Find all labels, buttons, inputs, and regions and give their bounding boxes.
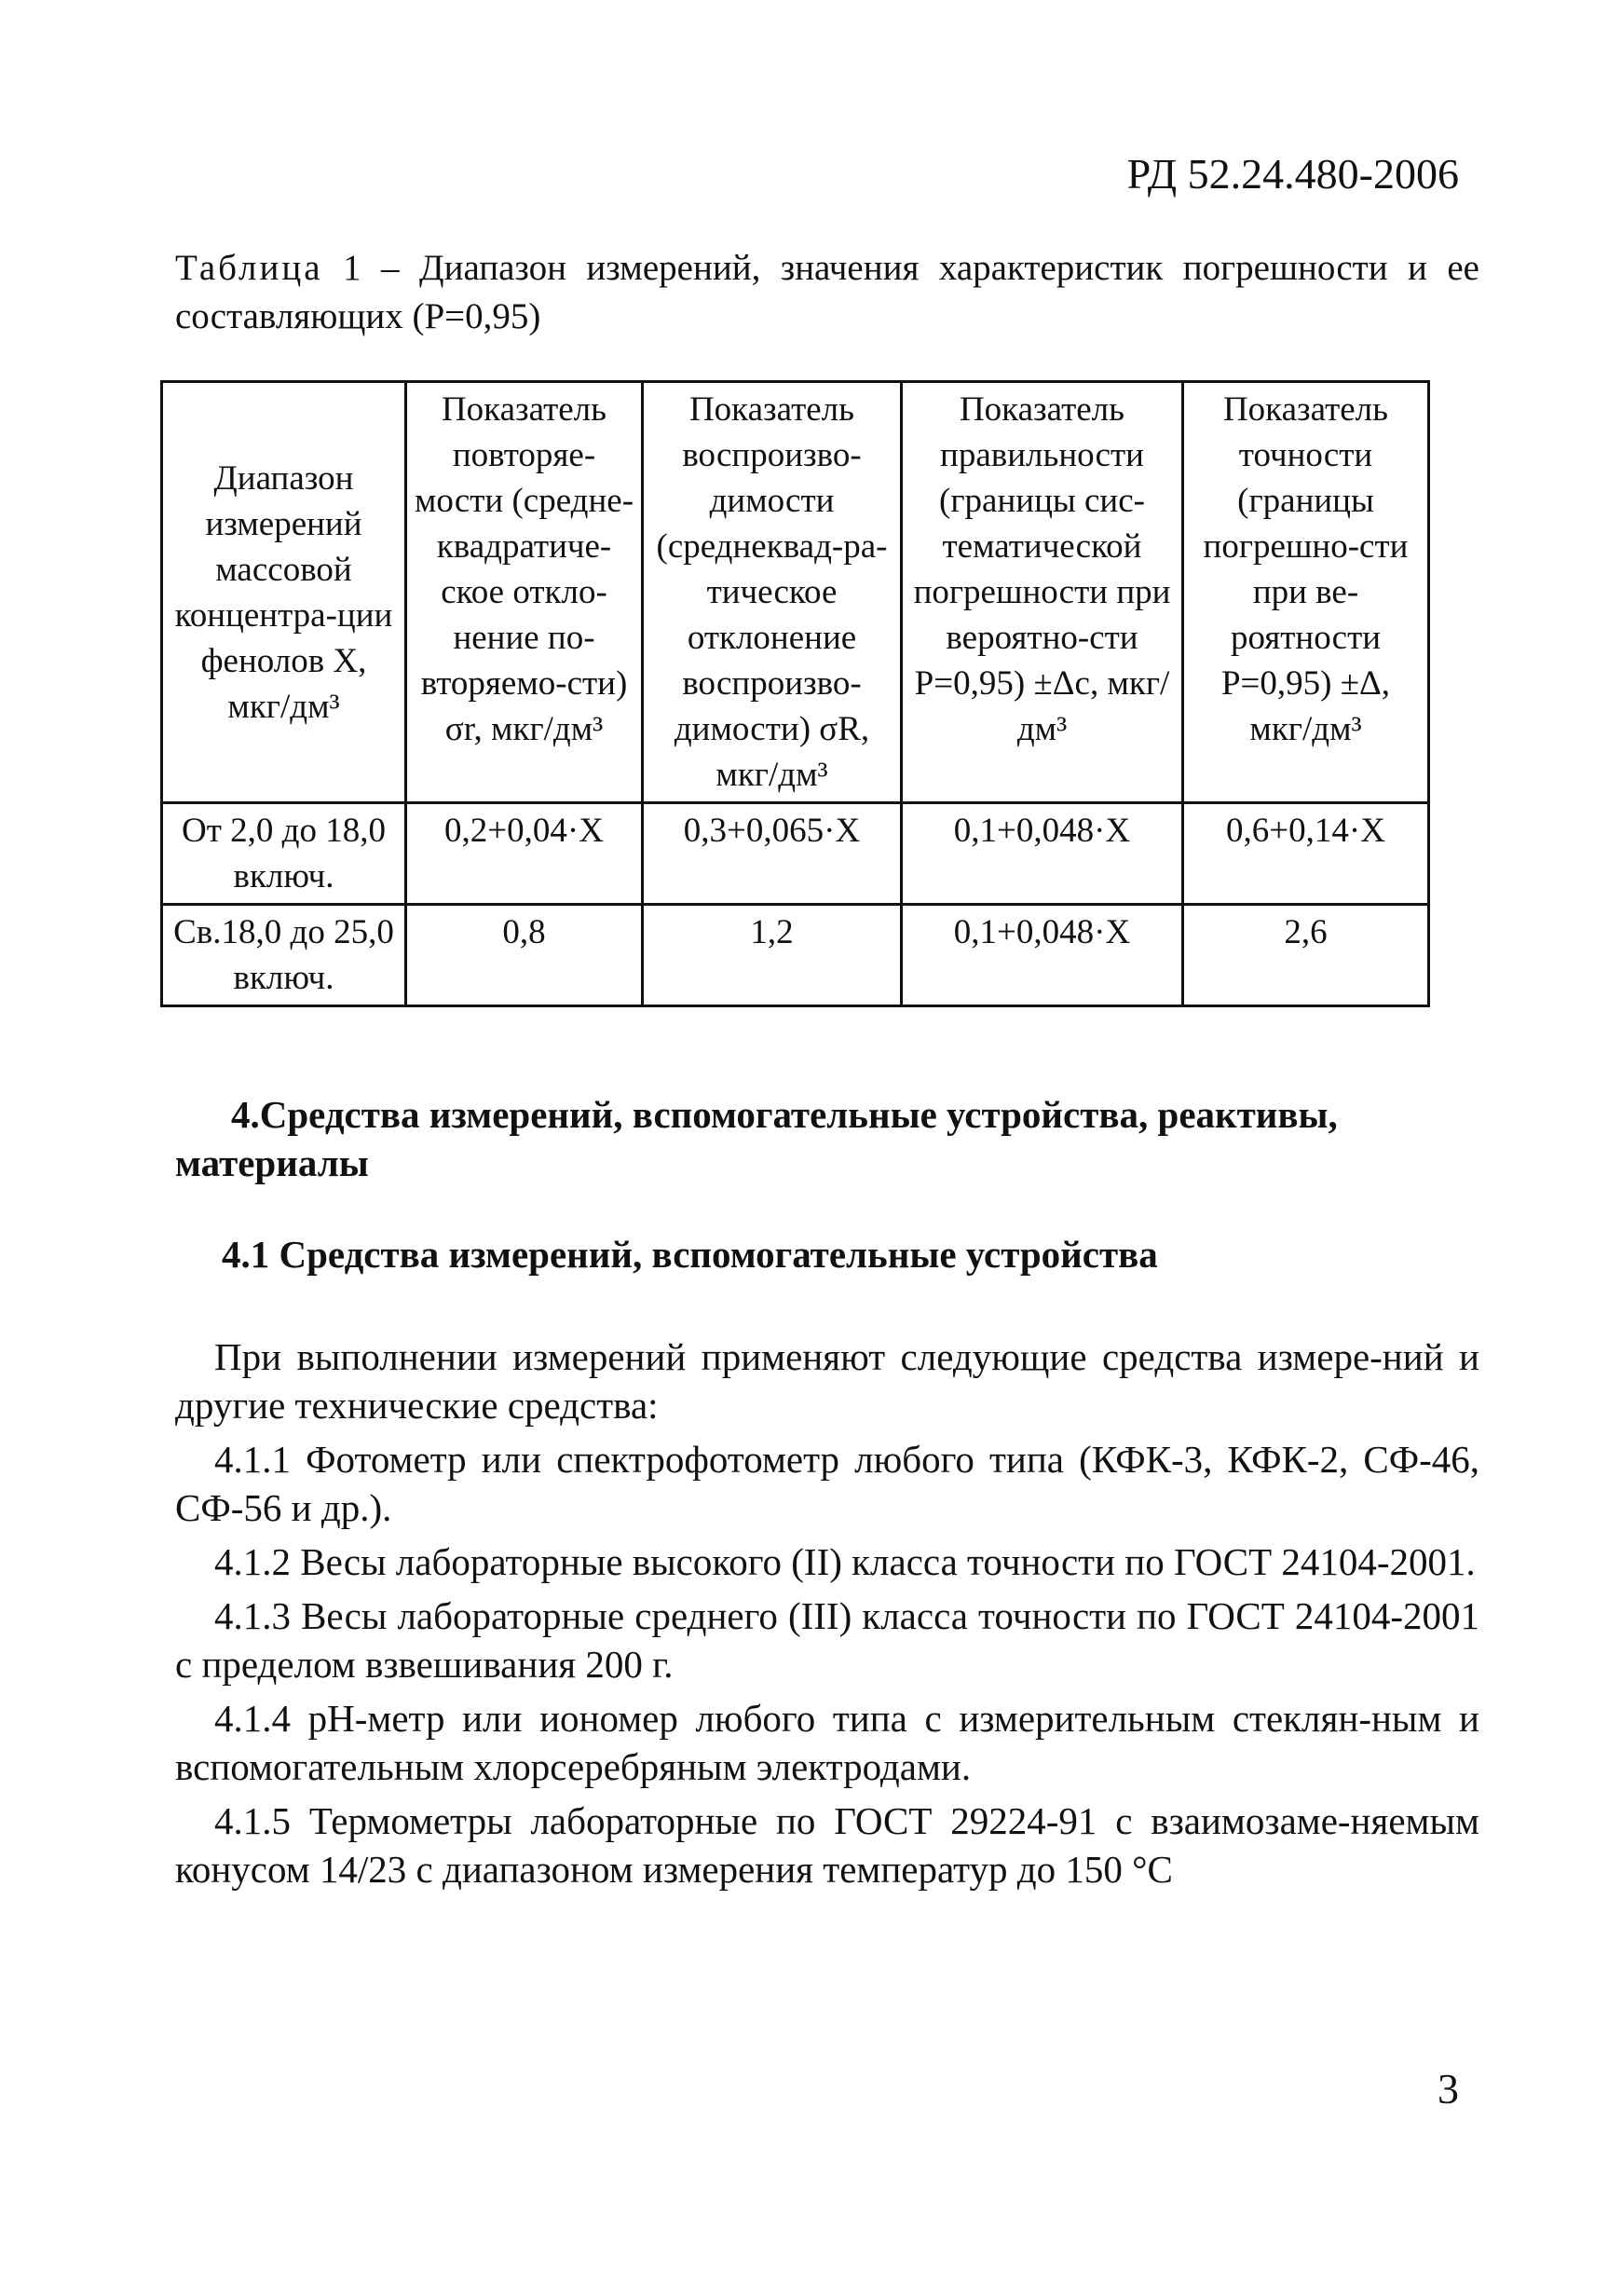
table-cell: 0,1+0,048·X	[902, 905, 1183, 1006]
paragraph: 4.1.4 pH-метр или иономер любого типа с измерительным стеклян-ным и вспомогательным хлорсеребряным электродами.	[175, 1697, 1479, 1788]
table-row	[162, 803, 1429, 905]
body-text	[175, 1332, 1479, 1899]
table-header-cell: Показатель точности (границы погрешно-сти при ве-роятности P=0,95) ±Δ, мкг/дм³	[1183, 382, 1429, 803]
paragraph: При выполнении измерений применяют следующие средства измере-ний и другие технические средства:	[175, 1335, 1479, 1427]
table-cell: 0,3+0,065·X	[643, 803, 902, 905]
paragraph: 4.1.5 Термометры лабораторные по ГОСТ 29224-91 с взаимозаме-няемым конусом 14/23 с диапазоном измерения температур до 150 °С	[175, 1799, 1479, 1891]
table-cell: Св.18,0 до 25,0 включ.	[162, 905, 406, 1006]
table-header-row	[162, 382, 1429, 803]
table-header-cell: Диапазон измерений массовой концентра-ции фенолов X, мкг/дм³	[162, 382, 406, 803]
table-cell: 0,1+0,048·X	[902, 803, 1183, 905]
document-code: РД 52.24.480-2006	[1126, 150, 1459, 198]
paragraph: 4.1.3 Весы лабораторные среднего (III) класса точности по ГОСТ 24104-2001 с пределом взвешивания 200 г.	[175, 1594, 1479, 1686]
table-header-cell: Показатель правильности (границы сис-тематической погрешности при вероятно-сти P=0,95) ±Δc, мкг/дм³	[902, 382, 1183, 803]
table-header-cell: Показатель воспроизво-димости (среднеквад-ра-тическое отклонение воспроизво-димости) σR, мкг/дм³	[643, 382, 902, 803]
table-cell: 0,2+0,04·X	[406, 803, 643, 905]
table-cell: 2,6	[1183, 905, 1429, 1006]
results-table	[160, 380, 1430, 1007]
table-cell: 0,6+0,14·X	[1183, 803, 1429, 905]
table-caption-text: 1 – Диапазон измерений, значения характеристик погрешности и ее составляющих (P=0,95)	[175, 248, 1479, 336]
section-heading-4-1: 4.1 Средства измерений, вспомогательные устройства	[222, 1233, 1158, 1276]
table-caption	[175, 244, 1479, 341]
table-cell: 1,2	[643, 905, 902, 1006]
table-cell: 0,8	[406, 905, 643, 1006]
table-caption-word: Таблица	[175, 248, 323, 288]
table-row	[162, 905, 1429, 1006]
table-cell: От 2,0 до 18,0 включ.	[162, 803, 406, 905]
paragraph: 4.1.1 Фотометр или спектрофотометр любого типа (КФК-3, КФК-2, СФ-46, СФ-56 и др.).	[175, 1438, 1479, 1529]
table-header-cell: Показатель повторяе-мости (средне-квадратиче-ское откло-нение по-вторяемо-сти) σr, мкг/дм³	[406, 382, 643, 803]
section-heading-4: 4.Средства измерений, вспомогательные устройства, реактивы, материалы	[175, 1093, 1338, 1184]
paragraph: 4.1.2 Весы лабораторные высокого (II) класса точности по ГОСТ 24104-2001.	[214, 1540, 1476, 1583]
page-number: 3	[1438, 2065, 1459, 2112]
